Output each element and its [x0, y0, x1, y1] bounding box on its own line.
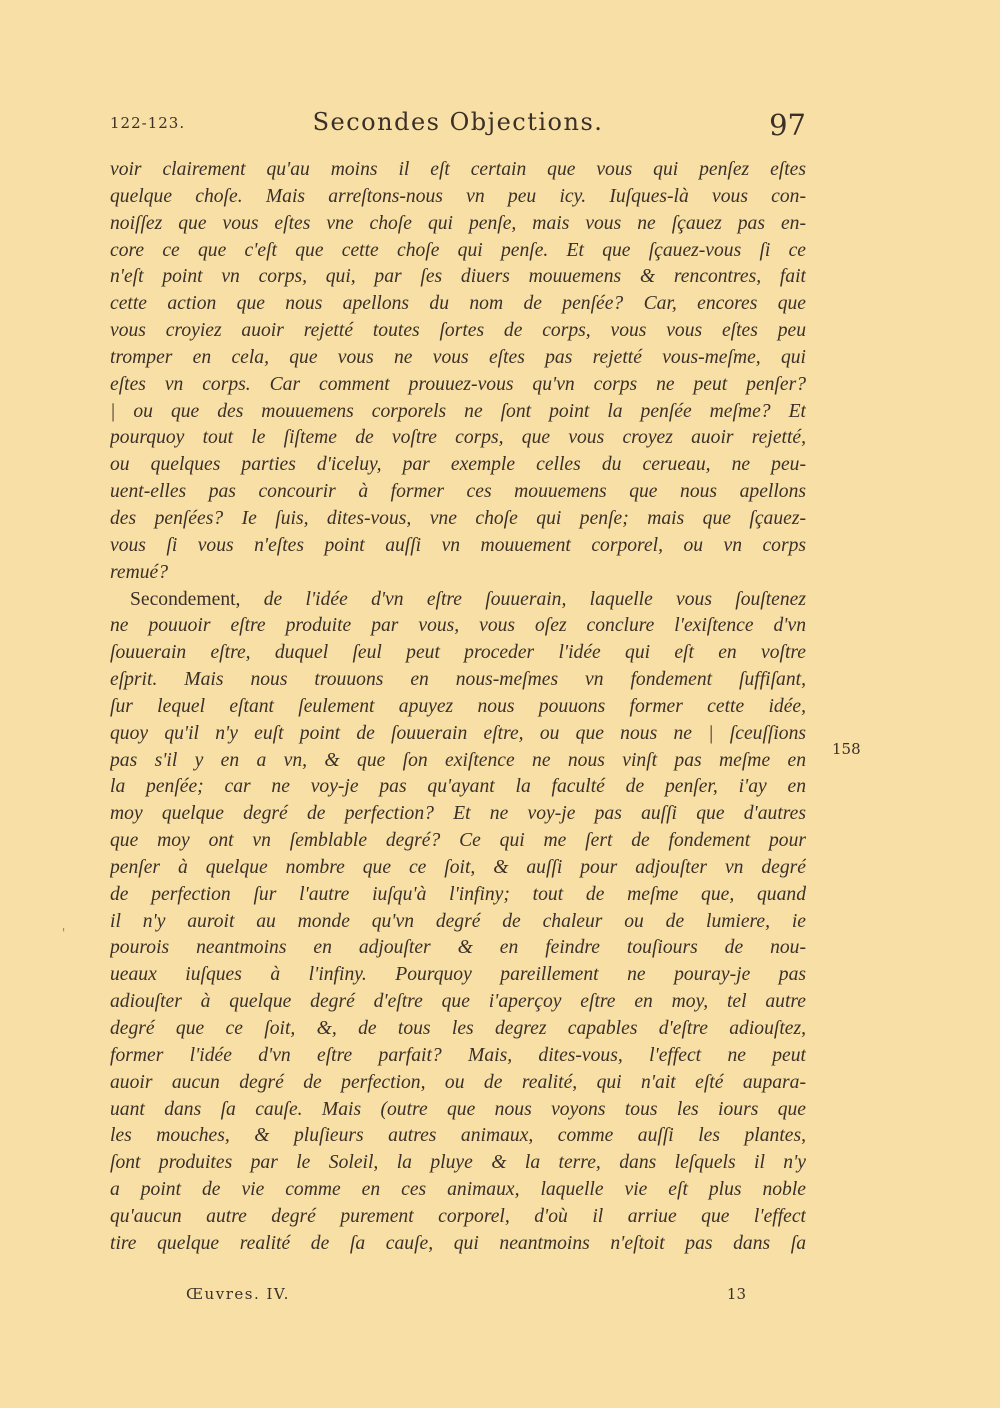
text-span: de l'idée d'vn eſtre ſouuerain, laquelle vous ſouſtenez: [240, 588, 806, 610]
section-title: Secondes Objections.: [312, 108, 604, 136]
text-line: quelque choſe. Mais arreſtons-nous vn peu icy. Iuſques-là vous con-: [110, 185, 806, 207]
text-line: degré que ce ſoit, &, de tous les degrez capables d'eſtre adiouſtez,: [110, 1018, 806, 1039]
stray-mark: ': [62, 926, 66, 940]
signature-mark: 13: [726, 1285, 746, 1303]
text-line: qu'aucun autre degré purement corporel, d'où il arriue que l'effect: [110, 1205, 806, 1227]
text-line: voir clairement qu'au moins il eſt certain que vous qui penſez eſtes: [110, 159, 806, 180]
text-line: quoy qu'il n'y euſt point de ſouuerain eſtre, ou que nous ne | ſceuſſions: [110, 722, 806, 744]
text-line: moy quelque degré de perfection? Et ne voy-je pas auſſi que d'autres: [110, 803, 806, 825]
text-line: ſouuerain eſtre, duquel ſeul peut proceder l'idée qui eſt en voſtre: [110, 642, 806, 664]
text-line: a point de vie comme en ces animaux, laquelle vie eſt plus noble: [110, 1179, 806, 1201]
body-text: [110, 157, 806, 1258]
text-line: pourois neantmoins en adjouſter & en feindre touſiours de nou-: [110, 937, 806, 959]
text-line: pas s'il y en a vn, & que ſon exiſtence ne nous vinſt pas meſme en: [110, 749, 806, 771]
paragraph-lead: Secondement,: [130, 588, 241, 610]
text-line: il n'y auroit au monde qu'vn degré de chaleur ou de lumiere, ie: [110, 910, 806, 932]
text-line: n'eſt point vn corps, qui, par ſes diuers mouuemens & rencontres, fait: [110, 266, 806, 288]
text-line: noiſſez que vous eſtes vne choſe qui penſe, mais vous ne ſçauez pas en-: [110, 212, 806, 234]
text-line: ſont produites par le Soleil, la pluye & la terre, dans leſquels il n'y: [110, 1152, 806, 1174]
text-line: de perfection ſur l'autre iuſqu'à l'infiny; tout de meſme que, quand: [110, 883, 806, 905]
text-line: ſur lequel eſtant ſeulement apuyez nous pouuons former cette idée,: [110, 695, 806, 717]
page-number: 97: [769, 108, 806, 142]
text-line: tromper en cela, que vous ne vous eſtes pas rejetté vous-meſme, qui: [110, 346, 806, 368]
text-line: adiouſter à quelque degré d'eſtre que i'aperçoy eſtre en moy, tel autre: [110, 991, 806, 1013]
text-line: uant dans ſa cauſe. Mais (outre que nous voyons tous les iours que: [110, 1098, 806, 1120]
text-line: les mouches, & pluſieurs autres animaux, comme auſſi les plantes,: [110, 1125, 806, 1147]
text-line: remué?: [110, 561, 169, 583]
paragraph-start-line: [110, 587, 806, 614]
text-line: ne pouuoir eſtre produite par vous, vous oſez conclure l'exiſtence d'vn: [110, 615, 806, 637]
text-line: former l'idée d'vn eſtre parfait? Mais, dites-vous, l'effect ne peut: [110, 1044, 806, 1066]
page-range: 122-123.: [110, 114, 186, 132]
footer: [186, 1285, 746, 1309]
text-line: penſer à quelque nombre que ce ſoit, & auſſi pour adjouſter vn degré: [110, 856, 806, 878]
margin-page-number: 158: [832, 740, 861, 758]
text-line: des penſées? Ie ſuis, dites-vous, vne choſe qui penſe; mais que ſçauez-: [110, 507, 806, 529]
text-line: uent-elles pas concourir à former ces mouuemens que nous apellons: [110, 481, 806, 503]
text-line: ou quelques parties d'iceluy, par exemple celles du cerueau, ne peu-: [110, 454, 806, 476]
volume-label: Œuvres. IV.: [186, 1285, 290, 1303]
text-line: | ou que des mouuemens corporels ne ſont point la penſée meſme? Et: [110, 400, 806, 422]
text-line: la penſée; car ne voy-je pas qu'ayant la faculté de penſer, i'ay en: [110, 776, 806, 798]
text-line: eſtes vn corps. Car comment prouuez-vous qu'vn corps ne peut penſer?: [110, 373, 806, 395]
text-line: eſprit. Mais nous trouuons en nous-meſmes vn fondement ſuffiſant,: [110, 669, 806, 691]
text-line: core ce que c'eſt que cette choſe qui penſe. Et que ſçauez-vous ſi ce: [110, 239, 806, 261]
text-line: que moy ont vn ſemblable degré? Ce qui me ſert de fondement pour: [110, 830, 806, 852]
text-line: pourquoy tout le ſiſteme de voſtre corps, que vous croyez auoir rejetté,: [110, 427, 806, 449]
text-line: auoir aucun degré de perfection, ou de realité, qui n'ait eſté aupara-: [110, 1071, 806, 1093]
text-line: vous ſi vous n'eſtes point auſſi vn mouuement corporel, ou vn corps: [110, 534, 806, 556]
running-head: [110, 108, 806, 148]
text-line: tire quelque realité de ſa cauſe, qui neantmoins n'eſtoit pas dans ſa: [110, 1232, 806, 1254]
text-line: ueaux iuſques à l'infiny. Pourquoy pareillement ne pouray-je pas: [110, 964, 806, 986]
text-line: cette action que nous apellons du nom de penſée? Car, encores que: [110, 293, 806, 315]
text-line: vous croyiez auoir rejetté toutes ſortes de corps, vous vous eſtes peu: [110, 320, 806, 342]
